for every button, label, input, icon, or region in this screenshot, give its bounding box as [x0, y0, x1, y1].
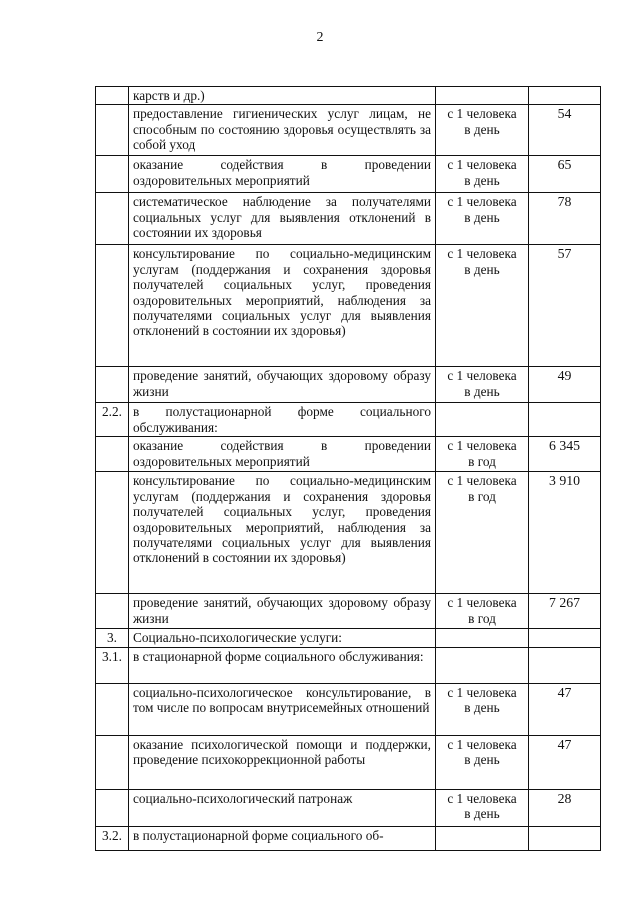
- unit-line: в день: [464, 752, 500, 768]
- measurement-unit: [436, 472, 529, 594]
- unit-line: в год: [468, 610, 496, 626]
- table-row: [96, 683, 601, 735]
- row-number: [96, 367, 129, 403]
- tariff-value: [529, 629, 601, 647]
- unit-line: с 1 человека: [447, 684, 517, 700]
- tariff-value: 3 910: [529, 472, 601, 594]
- row-number: [96, 735, 129, 789]
- tariff-value: 57: [529, 245, 601, 367]
- table-row: [96, 629, 601, 647]
- table-row: [96, 472, 601, 594]
- unit-line: с 1 человека: [447, 157, 517, 173]
- unit-line: в день: [464, 383, 500, 399]
- tariff-value: [529, 403, 601, 437]
- row-number: [96, 594, 129, 629]
- measurement-unit: [436, 105, 529, 156]
- tariff-value: [529, 647, 601, 683]
- table-row: [96, 245, 601, 367]
- row-number: [96, 156, 129, 193]
- measurement-unit: [436, 193, 529, 245]
- service-description: в полустационарной форме социального обслуживания:: [129, 403, 436, 437]
- row-number: [96, 87, 129, 105]
- measurement-unit: [436, 245, 529, 367]
- service-description: оказание содействия в проведении оздоровительных мероприятий: [129, 156, 436, 193]
- unit-line: с 1 человека: [447, 368, 517, 384]
- service-description: проведение занятий, обучающих здоровому образу жизни: [129, 367, 436, 403]
- service-description: оказание содействия в проведении оздоровительных мероприятий: [129, 437, 436, 472]
- table-row: [96, 735, 601, 789]
- unit-line: в день: [464, 209, 500, 225]
- measurement-unit: [436, 594, 529, 629]
- table-row: [96, 105, 601, 156]
- tariff-value: 54: [529, 105, 601, 156]
- service-description: консультирование по социально-медицинским услугам (поддержания и сохранения здоровья получателей социальных услуг, проведения оздоровительных мероприятий, наблюдения за получателями социальных услуг для выявления отклонений в состоянии их здоровья): [129, 245, 436, 367]
- tariff-value: 78: [529, 193, 601, 245]
- service-description: в полустационарной форме социального об-: [129, 826, 436, 850]
- row-number: 3.: [96, 629, 129, 647]
- tariff-value: 28: [529, 789, 601, 826]
- table-row: [96, 193, 601, 245]
- service-description: Социально-психологические услуги:: [129, 629, 436, 647]
- measurement-unit: [436, 683, 529, 735]
- tariff-value: [529, 826, 601, 850]
- table-body: [96, 87, 601, 851]
- unit-line: в день: [464, 121, 500, 137]
- measurement-unit: [436, 826, 529, 850]
- unit-line: с 1 человека: [447, 736, 517, 752]
- tariff-value: 7 267: [529, 594, 601, 629]
- tariff-value: 6 345: [529, 437, 601, 472]
- unit-line: в год: [468, 453, 496, 469]
- table-row: [96, 789, 601, 826]
- row-number: 2.2.: [96, 403, 129, 437]
- row-number: [96, 245, 129, 367]
- row-number: [96, 437, 129, 472]
- unit-line: с 1 человека: [447, 194, 517, 210]
- row-number: [96, 193, 129, 245]
- measurement-unit: [436, 403, 529, 437]
- measurement-unit: [436, 647, 529, 683]
- table-row: [96, 156, 601, 193]
- service-description: в стационарной форме социального обслуживания:: [129, 647, 436, 683]
- page-number: 2: [316, 30, 324, 45]
- service-description: проведение занятий, обучающих здоровому образу жизни: [129, 594, 436, 629]
- unit-line: в день: [464, 172, 500, 188]
- unit-line: с 1 человека: [447, 438, 517, 454]
- row-number: [96, 683, 129, 735]
- tariff-value: 47: [529, 683, 601, 735]
- service-description: карств и др.): [129, 87, 436, 105]
- tariff-value: 49: [529, 367, 601, 403]
- service-description: социально-психологический патронаж: [129, 789, 436, 826]
- measurement-unit: [436, 87, 529, 105]
- table-row: [96, 826, 601, 850]
- services-tariff-table: [95, 86, 601, 851]
- unit-line: с 1 человека: [447, 246, 517, 262]
- measurement-unit: [436, 156, 529, 193]
- service-description: предоставление гигиенических услуг лицам, не способным по состоянию здоровья осуществлять за собой уход: [129, 105, 436, 156]
- measurement-unit: [436, 367, 529, 403]
- row-number: [96, 472, 129, 594]
- tariff-value: [529, 87, 601, 105]
- unit-line: в день: [464, 261, 500, 277]
- table-row: [96, 647, 601, 683]
- table-row: [96, 87, 601, 105]
- service-description: систематическое наблюдение за получателями социальных услуг для выявления отклонений в состоянии их здоровья: [129, 193, 436, 245]
- measurement-unit: [436, 735, 529, 789]
- row-number: 3.2.: [96, 826, 129, 850]
- tariff-value: 47: [529, 735, 601, 789]
- measurement-unit: [436, 789, 529, 826]
- row-number: 3.1.: [96, 647, 129, 683]
- row-number: [96, 105, 129, 156]
- tariff-value: 65: [529, 156, 601, 193]
- table-row: [96, 403, 601, 437]
- unit-line: в день: [464, 806, 500, 822]
- row-number: [96, 789, 129, 826]
- unit-line: с 1 человека: [447, 790, 517, 806]
- service-description: оказание психологической помощи и поддержки, проведение психокоррекционной работы: [129, 735, 436, 789]
- unit-line: с 1 человека: [447, 473, 517, 489]
- service-description: консультирование по социально-медицинским услугам (поддержания и сохранения здоровья получателей социальных услуг, проведения оздоровительных мероприятий, наблюдения за получателями социальных услуг для выявления отклонений в состоянии их здоровья): [129, 472, 436, 594]
- table-row: [96, 367, 601, 403]
- service-description: социально-психологическое консультирование, в том числе по вопросам внутрисемейных отношений: [129, 683, 436, 735]
- unit-line: в день: [464, 700, 500, 716]
- table-row: [96, 437, 601, 472]
- table-row: [96, 594, 601, 629]
- measurement-unit: [436, 629, 529, 647]
- unit-line: в год: [468, 488, 496, 504]
- unit-line: с 1 человека: [447, 106, 517, 122]
- unit-line: с 1 человека: [447, 595, 517, 611]
- measurement-unit: [436, 437, 529, 472]
